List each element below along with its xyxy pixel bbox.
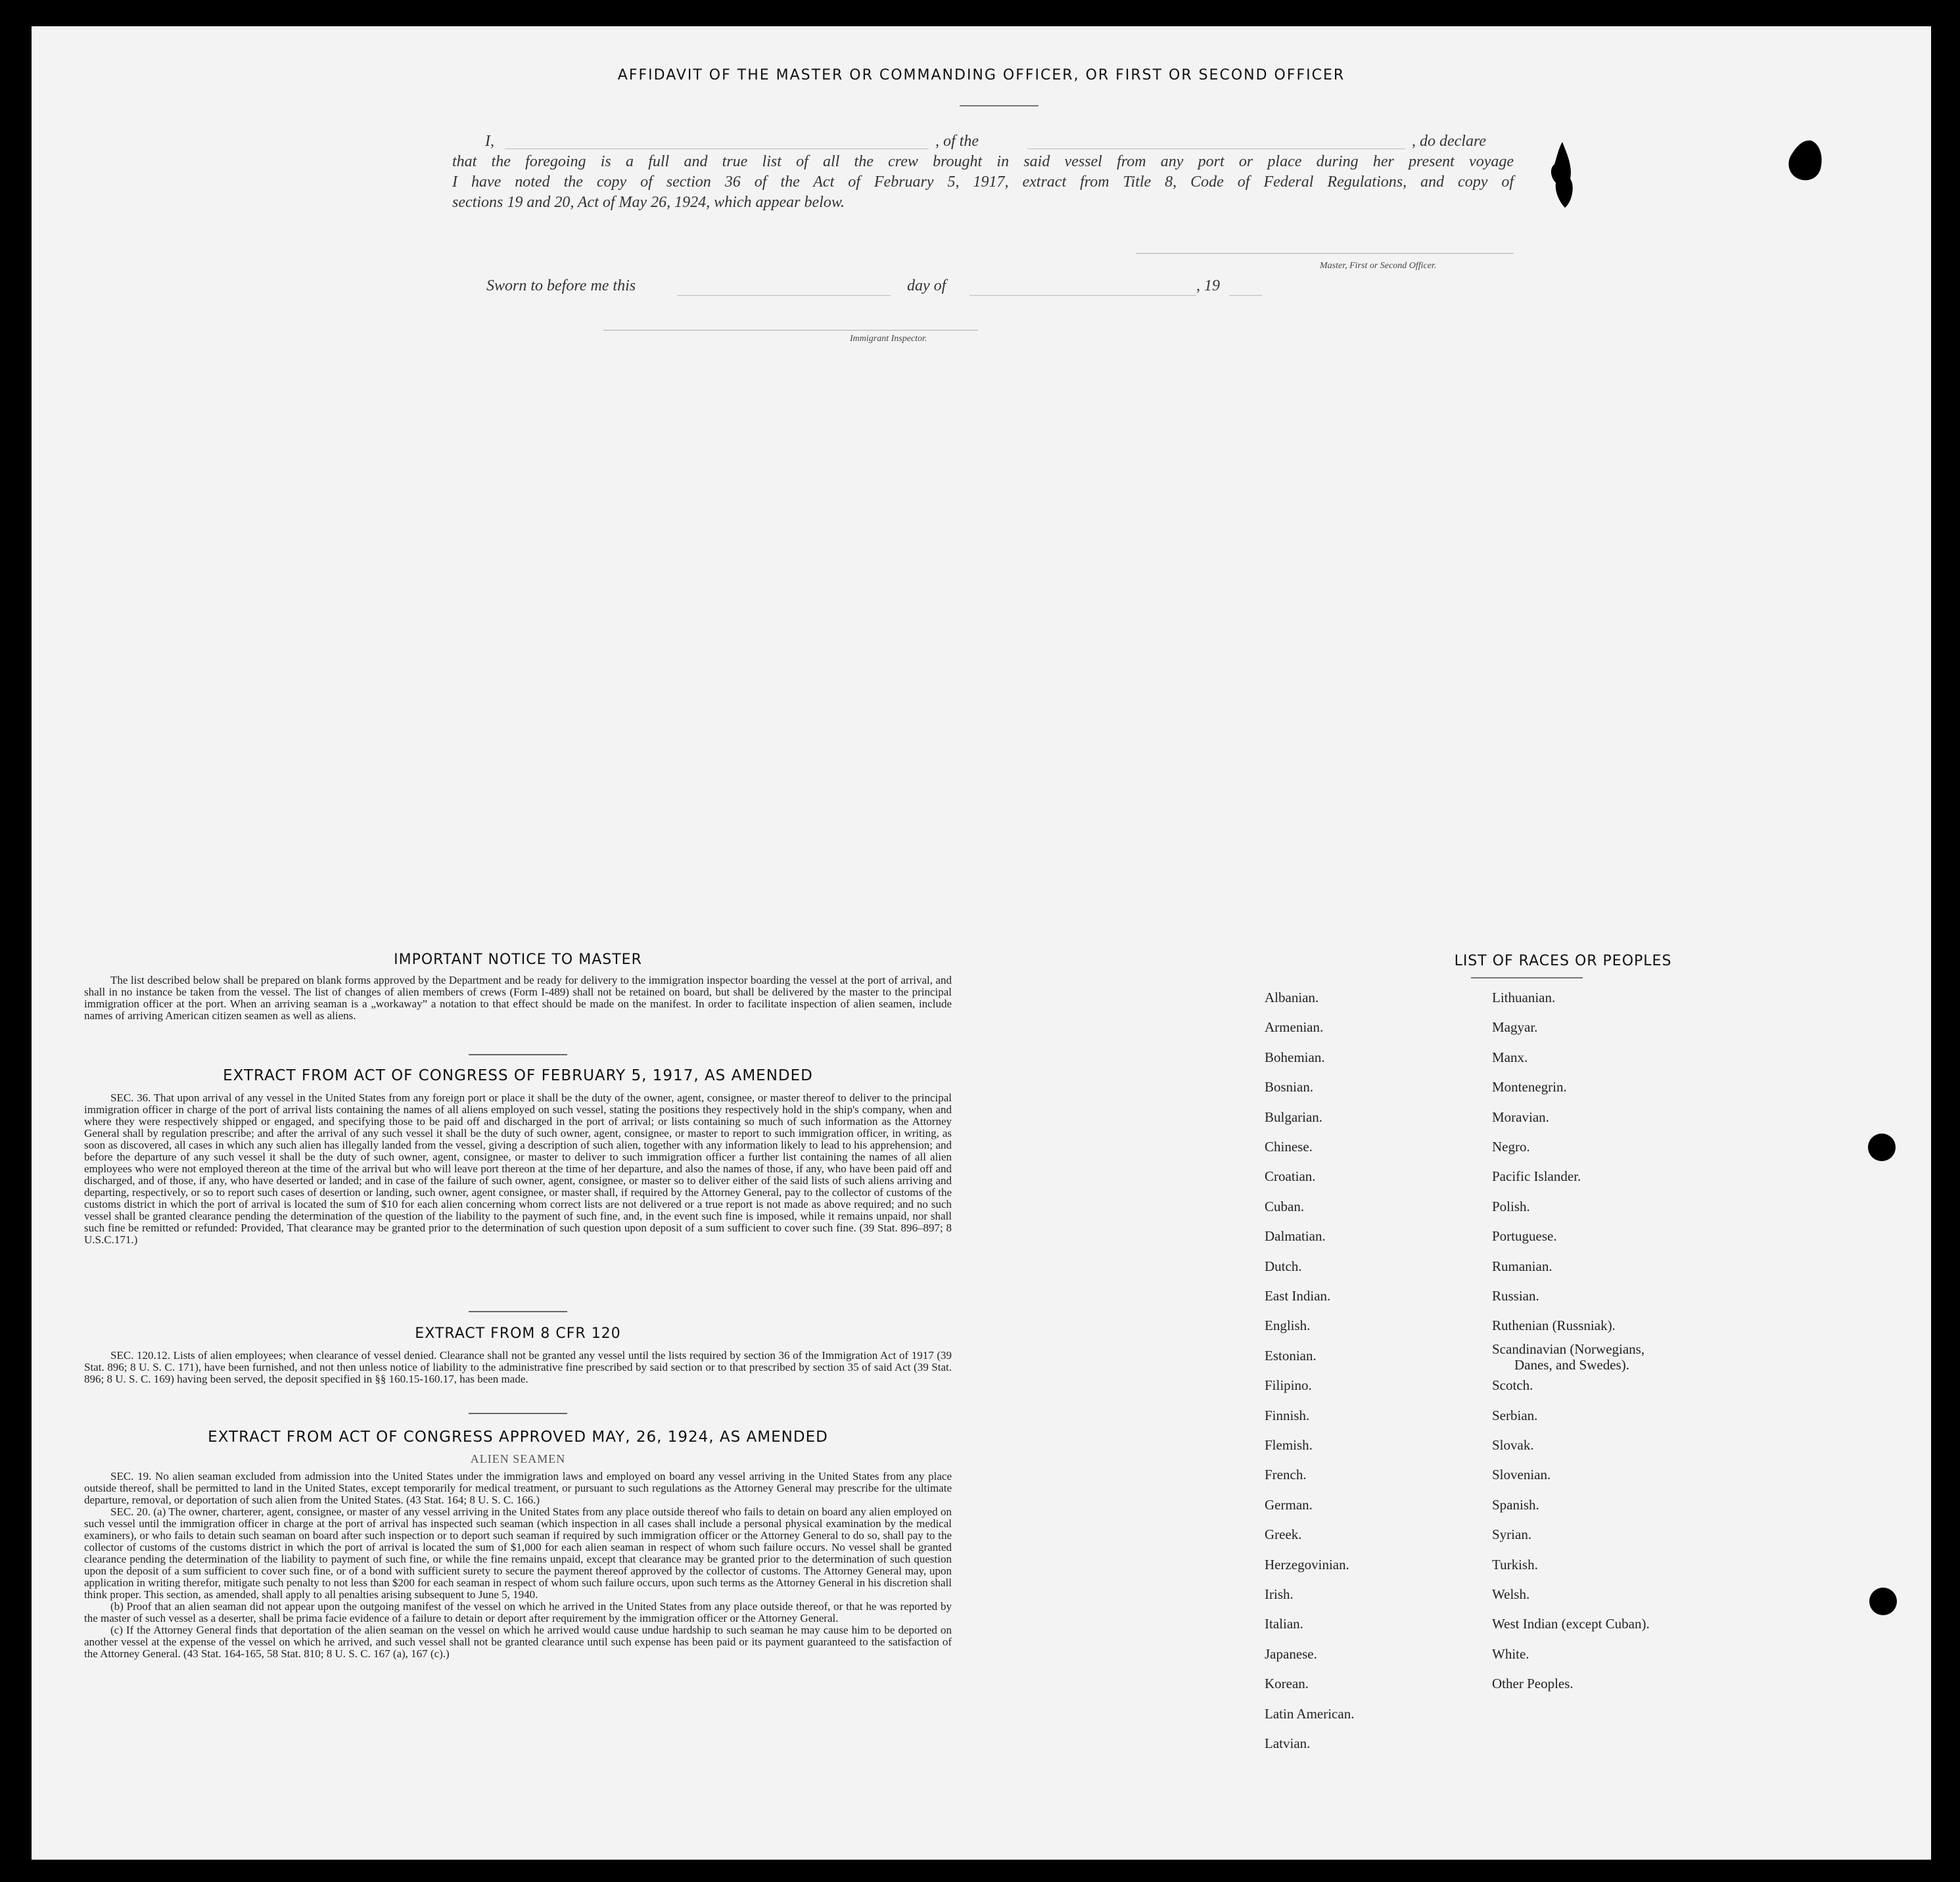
race-item: Flemish. bbox=[1265, 1437, 1313, 1453]
declaration-line-4: sections 19 and 20, Act of May 26, 1924, which appear below. bbox=[452, 194, 845, 211]
race-item: Scandinavian (Norwegians, bbox=[1492, 1341, 1645, 1357]
race-item: Montenegrin. bbox=[1492, 1079, 1567, 1095]
notice-text: The list described below shall be prepared on blank forms approved by the Department and be ready for delivery to the immigration inspector boarding the vessel at the port of arrival, and shall in no instance be taken from the vessel. The list of changes of alien members of crews (Form I-489) shall not be retained on board, but shall be delivered by the master to the principal immigration officer at the port. When an arriving seaman is a „workaway” a notation to that effect should be made on the manifest. In order to facilitate inspection of alien seamen, include names of arriving American citizen seamen as well as aliens. bbox=[84, 974, 952, 1022]
race-item: Albanian. bbox=[1265, 990, 1319, 1005]
affidavit-title: AFFIDAVIT OF THE MASTER OR COMMANDING OFFICER, OR FIRST OR SECOND OFFICER bbox=[617, 67, 1345, 83]
extract-cfr-divider bbox=[469, 1413, 567, 1414]
race-item: Serbian. bbox=[1492, 1407, 1538, 1423]
extract-cfr-title: EXTRACT FROM 8 CFR 120 bbox=[415, 1325, 621, 1342]
race-item: Moravian. bbox=[1492, 1109, 1549, 1125]
extract-1917-text: SEC. 36. That upon arrival of any vessel in the United States from any foreign port or place it shall be the duty of the owner, agent, consignee, or master thereof to deliver to the principal immigration officer in charge of the port of arrival lists containing the names of all aliens employed on such vessel, stating the positions they respectively hold in the ship's company, when and where they were respectively shipped or engaged, and specifying those to be paid off and discharged in the port of arrival; or lists containing so much of such information as the Attorney General shall by regulation prescribe; and after the arrival of any such vessel it shall be the duty of such owner, agent, consignee, or master to report to such immigration officer, in writing, as soon as discovered, all cases in which any such alien has illegally landed from the vessel, giving a description of such alien, together with any information likely to lead to his apprehension; and before the departure of any such vessel it shall be the duty of such owner, agent, consignee, or master to deliver to such immigration officer a further list containing the names of all alien employees who were not employed thereon at the time of the arrival but who will leave port thereon at the time of her departure, and also the names of those, if any, who have been paid off and discharged, and of those, if any, who have deserted or landed; and in case of the failure of such owner, agent, consignee, or master so to deliver either of the said lists of such aliens arriving and departing, respectively, or so to report such cases of desertion or landing, such owner, agent consignee, or master shall, if required by the Attorney General, pay to the collector of customs of the customs district in which the port of arrival is located the sum of $10 for each alien concerning whom correct lists are not delivered or a true report is not made as above required; and no such vessel shall be granted clearance pending the determination of the question of the liability to the payment of such fine, and, in the event such fine is imposed, while it remains unpaid, nor shall such fine be remitted or refunded: Provided, That clearance may be granted prior to the determination of such question upon deposit of a sum sufficient to cover such fine. (39 Stat. 896–897; 8 U.S.C.171.) bbox=[84, 1091, 952, 1246]
master-signature-line bbox=[1136, 253, 1514, 254]
race-item: Russian. bbox=[1492, 1288, 1539, 1304]
race-item: Bulgarian. bbox=[1265, 1109, 1323, 1125]
race-item: Syrian. bbox=[1492, 1526, 1532, 1543]
race-item: Danes, and Swedes). bbox=[1514, 1356, 1629, 1373]
sworn-year: , 19 bbox=[1196, 277, 1220, 294]
declaration-line-3: I have noted the copy of section 36 of the Act of February 5, 1917, extract from Title 8, Code of Federal Regulations, and copy of bbox=[452, 173, 1514, 191]
month-blank bbox=[969, 295, 1196, 296]
declaration-line-2: that the foregoing is a full and true list of all the crew brought in said vessel from any port or place during her present voyage bbox=[452, 153, 1514, 170]
race-item: Dutch. bbox=[1265, 1258, 1302, 1274]
extract-1924-text bbox=[84, 1471, 952, 1660]
race-item: German. bbox=[1265, 1496, 1313, 1513]
race-item: Magyar. bbox=[1492, 1019, 1538, 1036]
section-20a: SEC. 20. (a) The owner, charterer, agent, consignee, or master of any vessel arriving in the United States from any place outside thereof who fails to detain on board any alien employed on such vessel until the immigration officer in charge at the port of arrival has inspected such seaman (which inspection in all cases shall include a personal physical examination by the medical examiners), or who fails to detain such seaman on board after such inspection or to deport such seaman if required by such immigration officer or the Attorney General to do so, shall pay to the collector of customs of the customs district in which the port of arrival is located the sum of $1,000 for each alien seaman in respect of whom such failure occurs. No vessel shall be granted clearance pending the determination of the liability to payment of such fine, or while the fine remains unpaid, except that clearance may be granted prior to the determination of such question upon the deposit of a sum sufficient to cover such fine, or of a bond with sufficient surety to secure the payment thereof approved by the collector of customs. The Attorney General may, upon application in writing therefor, mitigate such penalty to not less than $200 for each seaman in respect of whom such failure occurs, upon such terms as the Attorney General in his discretion shall think proper. This section, as amended, shall apply to all penalties arising subsequent to June 5, 1940. bbox=[84, 1505, 952, 1601]
race-item: Lithuanian. bbox=[1492, 990, 1556, 1005]
extract-cfr-text: SEC. 120.12. Lists of alien employees; when clearance of vessel denied. Clearance shall not be granted any vessel until the lists required by section 36 of the Immigration Act of 1917 (39 Stat. 896; 8 U. S. C. 171), have been furnished, and not then unless notice of liability to the administrative fine prescribed by said section or to that prescribed by section 35 of said Act (39 Stat. 896; 8 U. S. C. 169) having been served, the deposit specified in §§ 160.15-160.17, has been made. bbox=[84, 1349, 952, 1385]
race-item: Japanese. bbox=[1265, 1645, 1317, 1662]
race-item: Bosnian. bbox=[1265, 1079, 1314, 1095]
master-signature-caption: Master, First or Second Officer. bbox=[1320, 261, 1437, 271]
punch-hole-lower bbox=[1869, 1588, 1897, 1615]
extract-1917-divider bbox=[469, 1311, 567, 1312]
ink-blot-right bbox=[1785, 138, 1825, 184]
declaration-of-the: , of the bbox=[935, 133, 979, 150]
race-item: Latin American. bbox=[1265, 1705, 1355, 1722]
section-19: SEC. 19. No alien seaman excluded from admission into the United States under the immigration laws and employed on board any vessel arriving in the United States from any place outside thereof, shall be permitted to land in the United States, except temporarily for medical treatment, or pursuant to such regulations as the Attorney General may prescribe for the ultimate departure, removal, or deportation of such alien from the United States. (43 Stat. 164; 8 U. S. C. 166.) bbox=[84, 1470, 952, 1506]
race-item: Korean. bbox=[1265, 1676, 1309, 1692]
race-item: Other Peoples. bbox=[1492, 1676, 1574, 1692]
race-item: West Indian (except Cuban). bbox=[1492, 1616, 1650, 1632]
race-item: Latvian. bbox=[1265, 1735, 1311, 1751]
notice-title: IMPORTANT NOTICE TO MASTER bbox=[394, 952, 642, 968]
race-item: Spanish. bbox=[1492, 1496, 1539, 1513]
race-item: Dalmatian. bbox=[1265, 1228, 1326, 1245]
race-item: White. bbox=[1492, 1645, 1529, 1662]
race-item: Estonian. bbox=[1265, 1347, 1317, 1364]
race-item: Herzegovinian. bbox=[1265, 1556, 1349, 1572]
section-20b: (b) Proof that an alien seaman did not appear upon the outgoing manifest of the vessel on which he arrived in the United States from any place outside thereof, or that he was reported by the master of such vessel as a deserter, shall be prima facie evidence of a failure to detain or deport after requirement by the immigration officer or the Attorney General. bbox=[84, 1600, 952, 1624]
declaration-do-declare: , do declare bbox=[1412, 133, 1487, 150]
declaration-line-1 bbox=[452, 131, 1514, 152]
race-item: Filipino. bbox=[1265, 1377, 1312, 1394]
sworn-day-of: day of bbox=[907, 277, 946, 294]
year-blank bbox=[1229, 295, 1262, 296]
section-20c: (c) If the Attorney General finds that deportation of the alien seaman on the vessel on which he arrived would cause undue hardship to such seaman he may cause him to be deported on another vessel at the expense of the vessel on which he arrived, and such vessel shall not be granted clearance until such expense has been paid or its payment guaranteed to the satisfaction of the Attorney General. (43 Stat. 164-165, 58 Stat. 810; 8 U. S. C. 167 (a), 167 (c).) bbox=[84, 1624, 952, 1660]
race-item: Polish. bbox=[1492, 1198, 1530, 1214]
race-item: Manx. bbox=[1492, 1049, 1528, 1065]
race-item: Cuban. bbox=[1265, 1198, 1305, 1214]
ink-blot-left bbox=[1547, 139, 1579, 212]
race-item: Slovenian. bbox=[1492, 1467, 1551, 1483]
race-item: Finnish. bbox=[1265, 1407, 1310, 1423]
race-item: Rumanian. bbox=[1492, 1258, 1552, 1274]
extract-1917-title: EXTRACT FROM ACT OF CONGRESS OF FEBRUARY 5, 1917, AS AMENDED bbox=[223, 1067, 813, 1084]
race-item: Greek. bbox=[1265, 1526, 1302, 1543]
race-item: Chinese. bbox=[1265, 1139, 1313, 1155]
sworn-text: Sworn to before me this bbox=[486, 277, 636, 294]
race-item: East Indian. bbox=[1265, 1288, 1331, 1304]
document-sheet bbox=[32, 26, 1931, 1860]
race-item: Negro. bbox=[1492, 1139, 1530, 1155]
races-title: LIST OF RACES OR PEOPLES bbox=[1454, 953, 1672, 969]
race-item: Croatian. bbox=[1265, 1168, 1316, 1185]
extract-1924-subtitle: ALIEN SEAMEN bbox=[470, 1452, 566, 1465]
race-item: Armenian. bbox=[1265, 1019, 1324, 1036]
race-item: Ruthenian (Russniak). bbox=[1492, 1318, 1616, 1334]
race-item: Welsh. bbox=[1492, 1586, 1530, 1602]
race-item: Slovak. bbox=[1492, 1437, 1534, 1453]
race-item: Bohemian. bbox=[1265, 1049, 1325, 1065]
race-item: Turkish. bbox=[1492, 1556, 1538, 1572]
race-item: English. bbox=[1265, 1318, 1311, 1334]
inspector-signature-line bbox=[603, 330, 978, 331]
punch-hole-upper bbox=[1868, 1134, 1896, 1161]
race-item: Pacific Islander. bbox=[1492, 1168, 1581, 1185]
race-item: Irish. bbox=[1265, 1586, 1294, 1602]
title-divider bbox=[960, 105, 1038, 106]
day-blank bbox=[677, 295, 891, 296]
sworn-line bbox=[486, 277, 1301, 300]
inspector-signature-caption: Immigrant Inspector. bbox=[850, 334, 927, 344]
declaration-i: I, bbox=[485, 133, 494, 150]
declaration-block bbox=[452, 131, 1514, 213]
race-item: Italian. bbox=[1265, 1616, 1303, 1632]
race-item: French. bbox=[1265, 1467, 1307, 1483]
race-item: Scotch. bbox=[1492, 1377, 1533, 1394]
extract-1924-title: EXTRACT FROM ACT OF CONGRESS APPROVED MAY, 26, 1924, AS AMENDED bbox=[208, 1429, 828, 1446]
races-divider bbox=[1471, 977, 1583, 978]
race-item: Portuguese. bbox=[1492, 1228, 1557, 1245]
notice-divider bbox=[469, 1054, 567, 1055]
